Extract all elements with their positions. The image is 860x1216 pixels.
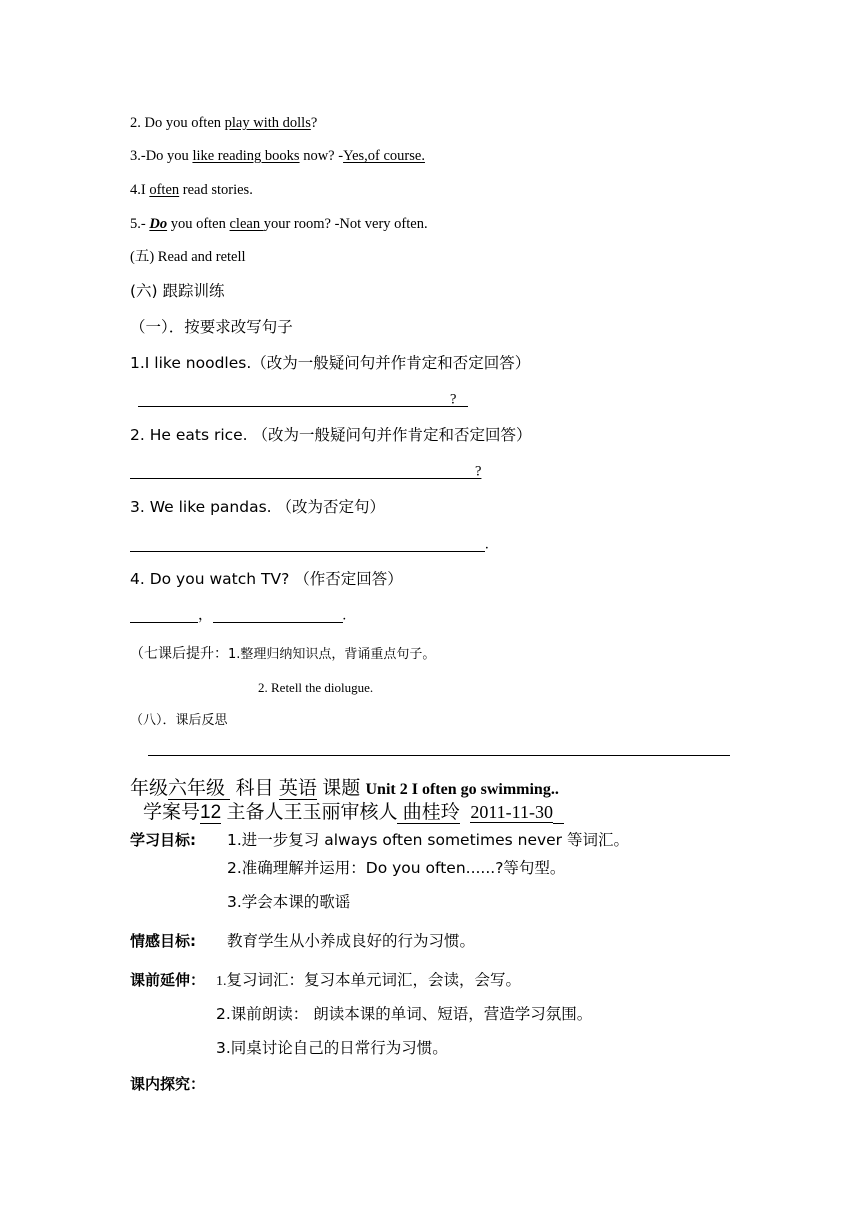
learning-goal-1: 1.进一步复习 always often sometimes never 等词汇。 xyxy=(227,831,629,849)
pre-class-item-3: 3.同桌讨论自己的日常行为习惯。 xyxy=(216,1039,448,1057)
in-class-label: 课内探究： xyxy=(130,1075,206,1093)
emotion-goal-text: 教育学生从小养成良好的行为习惯。 xyxy=(227,932,476,950)
exercise-3-prompt: 3. We like pandas. （改为否定句） xyxy=(130,498,386,516)
learning-goal-2: 2.准确理解并运用：Do you often......?等句型。 xyxy=(227,859,566,877)
lesson-header-row-2: 学案号12 主备人王玉丽审核人 曲桂玲 2011-11-30 xyxy=(143,803,564,822)
practice-sentence-4: 4.I often read stories. xyxy=(130,182,253,198)
exercise-3-answer-line[interactable]: . xyxy=(130,537,489,552)
section-6-heading: (六) 跟踪训练 xyxy=(130,282,225,300)
exercise-4-answer-line[interactable]: ， . xyxy=(130,608,346,623)
pre-class-item-2: 2.课前朗读： 朗读本课的单词、短语，营造学习氛围。 xyxy=(216,1005,593,1023)
pre-class-label: 课前延伸： xyxy=(130,971,206,989)
lesson-header-row-1: 年级六年级 科目 英语 课题 Unit 2 I often go swimming.. xyxy=(130,777,559,799)
section-7-heading: （七课后提升：1.整理归纳知识点，背诵重点句子。 xyxy=(130,646,436,662)
practice-sentence-3: 3.-Do you like reading books now? -Yes,of course. xyxy=(130,148,425,164)
section-5-heading: (五) Read and retell xyxy=(130,249,246,265)
exercise-1-answer-line[interactable]: ? xyxy=(138,392,468,407)
exercise-4-prompt: 4. Do you watch TV? （作否定回答） xyxy=(130,570,403,588)
learning-goals-label: 学习目标: xyxy=(130,831,196,849)
practice-sentence-5: 5.- Do you often clean your room? -Not very often. xyxy=(130,216,428,232)
emotion-goal-label: 情感目标: xyxy=(130,932,196,950)
exercise-heading: （一）．按要求改写句子 xyxy=(130,318,293,336)
section-8-heading: （八）．课后反思 xyxy=(130,713,228,728)
exercise-2-prompt: 2. He eats rice. （改为一般疑问句并作肯定和否定回答） xyxy=(130,426,532,444)
practice-sentence-2: 2. Do you often play with dolls? xyxy=(130,115,318,131)
pre-class-item-1: 1.复习词汇：复习本单元词汇，会读，会写。 xyxy=(216,971,522,989)
section-7-item-2: 2. Retell the diolugue. xyxy=(258,680,374,695)
reflection-line[interactable] xyxy=(148,755,730,756)
exercise-2-answer-line[interactable]: ? xyxy=(130,464,481,479)
learning-goal-3: 3.学会本课的歌谣 xyxy=(227,893,351,911)
exercise-1-prompt: 1.I like noodles.（改为一般疑问句并作肯定和否定回答） xyxy=(130,354,531,372)
